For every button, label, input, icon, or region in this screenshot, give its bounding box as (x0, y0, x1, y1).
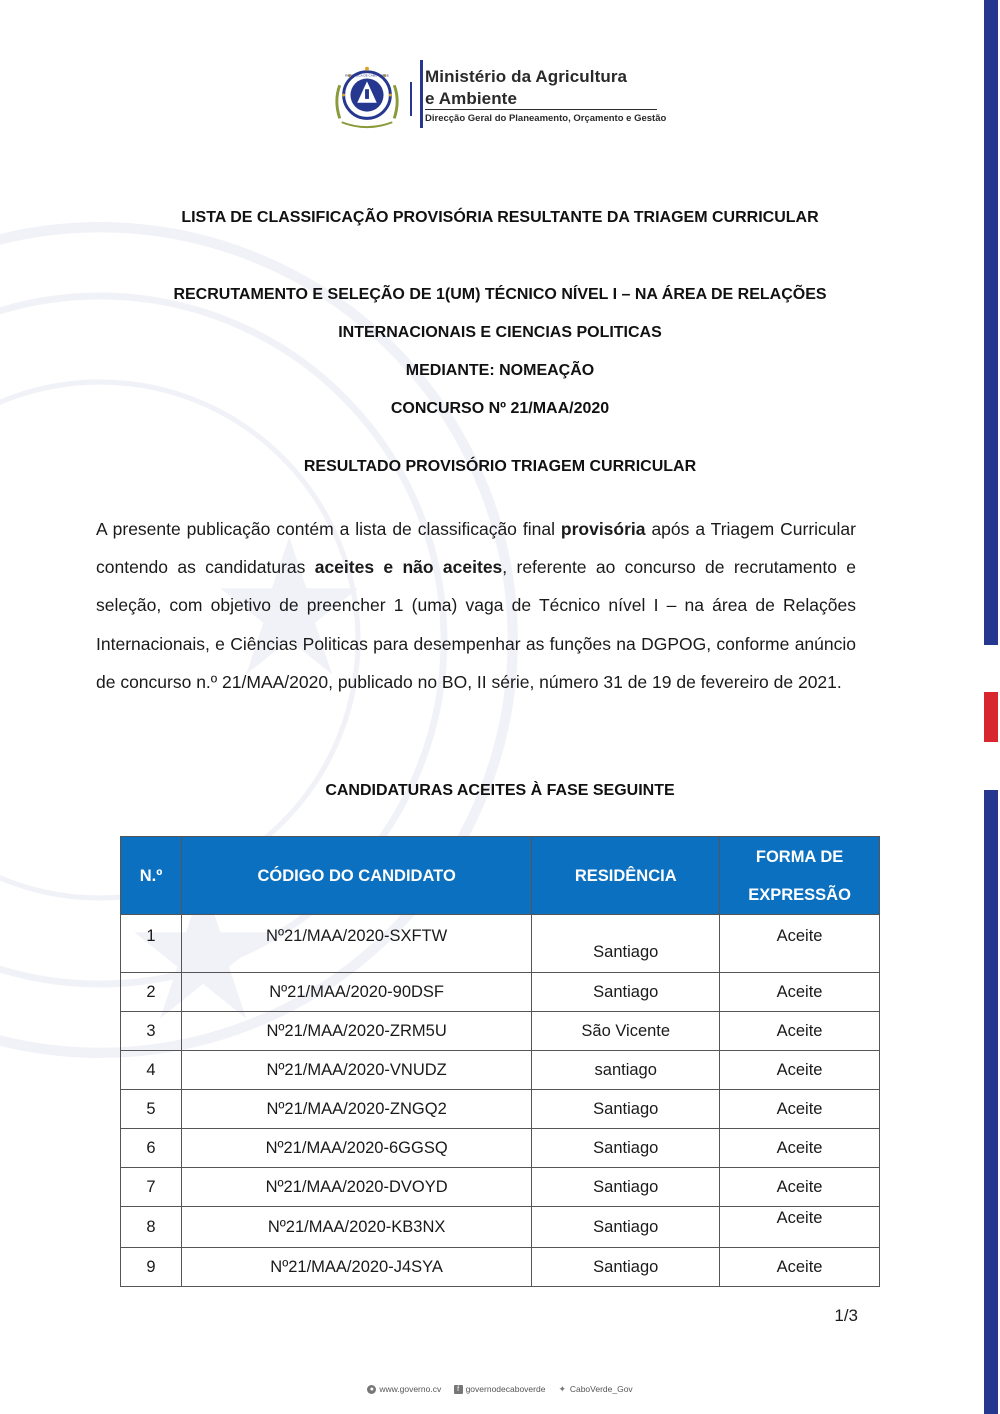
cell-status: Aceite (720, 1090, 880, 1129)
cell-num: 6 (121, 1129, 182, 1168)
cell-code: Nº21/MAA/2020-J4SYA (181, 1248, 531, 1287)
table-row (121, 1090, 880, 1129)
header-form (720, 837, 880, 915)
cell-residence: santiago (532, 1051, 720, 1090)
edge-bar-blue-top (984, 0, 998, 645)
ministry-underline (425, 109, 657, 110)
cell-status: Aceite (720, 973, 880, 1012)
cell-residence: Santiago (532, 1207, 720, 1248)
footer-facebook-text: governodecaboverde (465, 1384, 546, 1394)
cell-code: Nº21/MAA/2020-ZRM5U (181, 1012, 531, 1051)
page-number: 1/3 (834, 1306, 858, 1325)
ministry-name-line2: e Ambiente (425, 89, 518, 108)
logo-rule (420, 60, 423, 128)
table-row (121, 1168, 880, 1207)
header-form-line1: FORMA DE (755, 847, 844, 866)
paragraph-part1: A presente publicação contém a lista de classificação final (96, 519, 561, 539)
cell-status: Aceite (720, 1248, 880, 1287)
cell-num: 4 (121, 1051, 182, 1090)
cell-residence: São Vicente (532, 1012, 720, 1051)
logo-rule-short (410, 82, 412, 116)
table-row (121, 1207, 880, 1248)
header-form-line2: EXPRESSÃO (748, 885, 851, 904)
table-row (121, 1129, 880, 1168)
cell-num: 5 (121, 1090, 182, 1129)
footer-website-text: www.governo.cv (379, 1384, 442, 1394)
cell-residence: Santiago (532, 1129, 720, 1168)
cell-num: 7 (121, 1168, 182, 1207)
paragraph-bold-aceites: aceites e não aceites (314, 557, 503, 578)
globe-icon: ● (367, 1385, 376, 1394)
cell-residence: Santiago (532, 1090, 720, 1129)
cell-status: Aceite (720, 915, 880, 973)
cell-code: Nº21/MAA/2020-DVOYD (181, 1168, 531, 1207)
edge-bar-blue-bottom (984, 790, 998, 1414)
intro-paragraph (96, 510, 856, 701)
table-row (121, 1051, 880, 1090)
cell-status: Aceite (720, 1168, 880, 1207)
footer-twitter[interactable] (558, 1384, 633, 1394)
cell-num: 3 (121, 1012, 182, 1051)
table-header-row (121, 837, 880, 915)
resultado-heading: RESULTADO PROVISÓRIO TRIAGEM CURRICULAR (303, 458, 697, 475)
paragraph-part2: após a Triagem Curricular contendo as candidaturas (96, 519, 856, 578)
cell-status: Aceite (720, 1012, 880, 1051)
table-row (121, 1248, 880, 1287)
cell-status: Aceite (720, 1129, 880, 1168)
document-title: LISTA DE CLASSIFICAÇÃO PROVISÓRIA RESULTANTE DA TRIAGEM CURRICULAR (181, 209, 819, 226)
cell-num: 2 (121, 973, 182, 1012)
concurso-heading: CONCURSO Nº 21/MAA/2020 (390, 400, 610, 417)
header-code: CÓDIGO DO CANDIDATO (181, 837, 531, 915)
cell-code: Nº21/MAA/2020-ZNGQ2 (181, 1090, 531, 1129)
cell-code: Nº21/MAA/2020-KB3NX (181, 1207, 531, 1248)
cell-code: Nº21/MAA/2020-VNUDZ (181, 1051, 531, 1090)
cell-status: Aceite (720, 1051, 880, 1090)
cell-residence: Santiago (532, 1248, 720, 1287)
cell-num: 1 (121, 915, 182, 973)
edge-bar-red (984, 692, 998, 742)
header-residence: RESIDÊNCIA (532, 837, 720, 915)
ministry-logo (328, 58, 668, 134)
facebook-icon: f (454, 1385, 463, 1394)
footer-twitter-text: CaboVerde_Gov (569, 1384, 633, 1394)
mediante-heading: MEDIANTE: NOMEAÇÃO (405, 362, 595, 379)
cell-code: Nº21/MAA/2020-SXFTW (181, 915, 531, 973)
paragraph-bold-provisoria: provisória (560, 519, 646, 539)
cell-residence: Santiago (532, 1168, 720, 1207)
table-row (121, 1012, 880, 1051)
recruitment-heading-line1: RECRUTAMENTO E SELEÇÃO DE 1(UM) TÉCNICO NÍVEL I – NA ÁREA DE RELAÇÕES (173, 286, 827, 303)
cell-num: 9 (121, 1248, 182, 1287)
ministry-subtitle: Direcção Geral do Planeamento, Orçamento e Gestão (425, 113, 667, 124)
table-row (121, 973, 880, 1012)
table-title: CANDIDATURAS ACEITES À FASE SEGUINTE (325, 782, 675, 799)
header-num: N.º (121, 837, 182, 915)
table-row (121, 915, 880, 973)
accepted-candidates-table (120, 836, 880, 1287)
paragraph-part3: , referente ao concurso de recrutamento e seleção, com objetivo de preencher 1 (uma) vaga de Técnico nível I – na área de Relações Internacionais, e Ciências Politicas para desempenhar as funções na DGPOG, conforme anúncio de concurso n.º 21/MAA/2020, publicado no BO, II série, número 31 de 19 de fevereiro de 2021. (96, 557, 857, 692)
cell-status: Aceite (720, 1207, 880, 1248)
cell-code: Nº21/MAA/2020-6GGSQ (181, 1129, 531, 1168)
ministry-name-line1: Ministério da Agricultura (425, 67, 628, 86)
cell-code: Nº21/MAA/2020-90DSF (181, 973, 531, 1012)
footer-facebook[interactable] (454, 1384, 546, 1394)
twitter-icon: ✦ (558, 1384, 567, 1395)
cell-residence: Santiago (532, 915, 720, 973)
recruitment-heading-line2: INTERNACIONAIS E CIENCIAS POLITICAS (338, 324, 662, 341)
emblem-text: REPÚBLICA DE CABO VERDE (345, 73, 389, 78)
cell-num: 8 (121, 1207, 182, 1248)
cell-residence: Santiago (532, 973, 720, 1012)
footer (0, 1384, 1000, 1394)
footer-website[interactable] (367, 1384, 441, 1394)
coat-of-arms-emblem (328, 60, 406, 132)
